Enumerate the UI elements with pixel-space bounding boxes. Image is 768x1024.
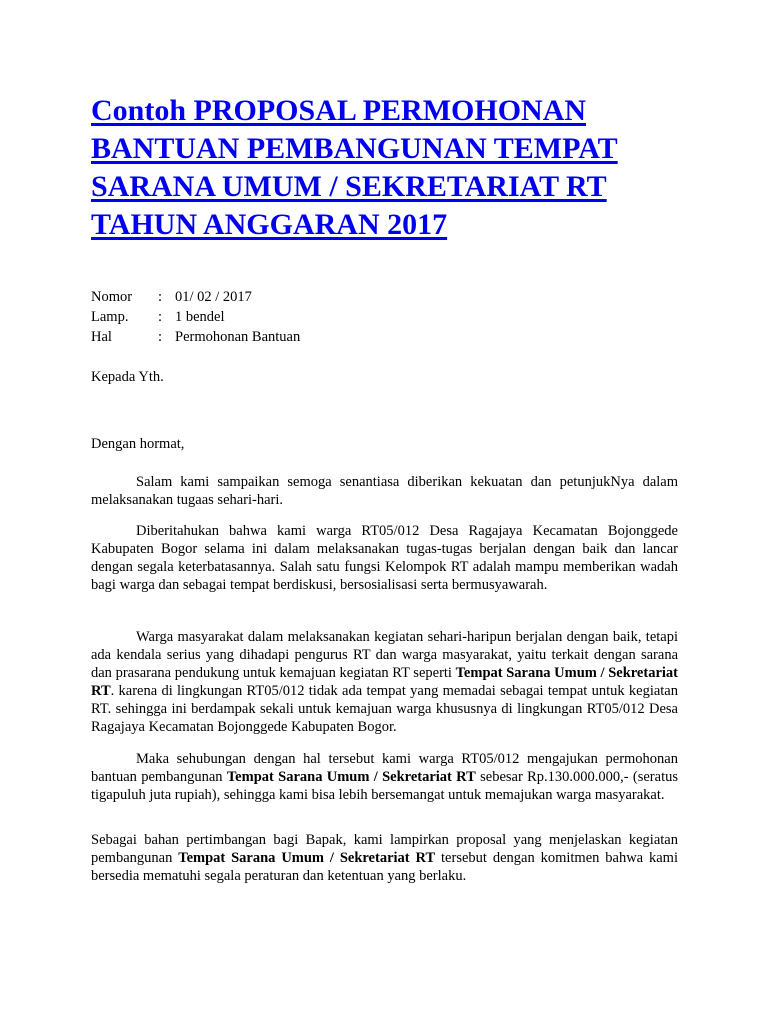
- paragraph-salam: Salam kami sampaikan semoga senantiasa diberikan kekuatan dan petunjukNya dalam melaksanakan tugaas sehari-hari.: [91, 474, 678, 508]
- meta-value: 01/ 02 / 2017: [175, 289, 252, 305]
- paragraph-lampiran: [91, 831, 678, 885]
- meta-separator: :: [158, 329, 163, 345]
- recipient-line: Kepada Yth.: [91, 369, 164, 385]
- paragraph-pemberitahuan: Diberitahukan bahwa kami warga RT05/012 Desa Ragajaya Kecamatan Bojonggede Kabupaten Bogor selama ini dalam melaksanakan tugas-tugas berjalan dengan baik dan lancar dengan segala keterbatasannya. Salah satu fungsi Kelompok RT adalah mampu memberikan wadah bagi warga dan sebagai tempat berdiskusi, bersosialisasi serta bermusyawarah.: [91, 523, 678, 593]
- meta-row-hal: [91, 328, 678, 348]
- meta-value: 1 bendel: [175, 309, 225, 325]
- meta-value: Permohonan Bantuan: [175, 329, 301, 345]
- paragraph-text: Sebagai bahan pertimbangan bagi Bapak, kami lampirkan proposal yang menjelaskan kegiatan pembangunan: [91, 832, 678, 866]
- document-title-link[interactable]: Contoh PROPOSAL PERMOHONAN BANTUAN PEMBANGUNAN TEMPAT SARANA UMUM / SEKRETARIAT RT TAHUN ANGGARAN 2017: [91, 94, 618, 241]
- meta-separator: :: [158, 289, 163, 305]
- meta-label: Hal: [91, 329, 112, 345]
- letter-meta-table: [91, 288, 678, 348]
- paragraph-text: Maka sehubungan dengan hal tersebut kami warga RT05/012 mengajukan permohonan bantuan pembangunan: [91, 751, 678, 785]
- meta-label: Nomor: [91, 289, 133, 305]
- meta-row-lamp: [91, 308, 678, 328]
- meta-row-nomor: [91, 288, 678, 308]
- paragraph-text: tersebut dengan komitmen bahwa kami bersedia mematuhi segala peraturan dan ketentuan yang berlaku.: [91, 850, 678, 884]
- paragraph-text: sebesar Rp.130.000.000,- (seratus tigapuluh juta rupiah), sehingga kami bisa lebih bersemangat untuk memajukan warga masyarakat.: [91, 769, 678, 803]
- paragraph-permohonan: [91, 750, 678, 804]
- paragraph-kendala: [91, 628, 678, 736]
- bold-phrase: Tempat Sarana Umum / Sekretariat RT: [178, 850, 436, 866]
- meta-label: Lamp.: [91, 309, 129, 325]
- greeting-line: Dengan hormat,: [91, 436, 185, 452]
- bold-phrase: Tempat Sarana Umum / Sekretariat RT: [226, 769, 476, 785]
- paragraph-text: . karena di lingkungan RT05/012 tidak ada tempat yang memadai sebagai tempat untuk kegiatan RT. sehingga ini berdampak sekali untuk kemajuan warga khususnya di lingkungan RT05/012 Desa Ragajaya Kecamatan Bojonggede Kabupaten Bogor.: [91, 683, 678, 735]
- bold-phrase: Tempat Sarana Umum / Sekretariat RT: [91, 665, 678, 699]
- paragraph-text: Warga masyarakat dalam melaksanakan kegiatan sehari-haripun berjalan dengan baik, tetapi ada kendala serius yang dihadapi pengurus RT dan warga masyarakat, yaitu terkait dengan sarana dan prasarana pendukung untuk kemajuan kegiatan RT seperti: [91, 629, 678, 681]
- meta-separator: :: [158, 309, 163, 325]
